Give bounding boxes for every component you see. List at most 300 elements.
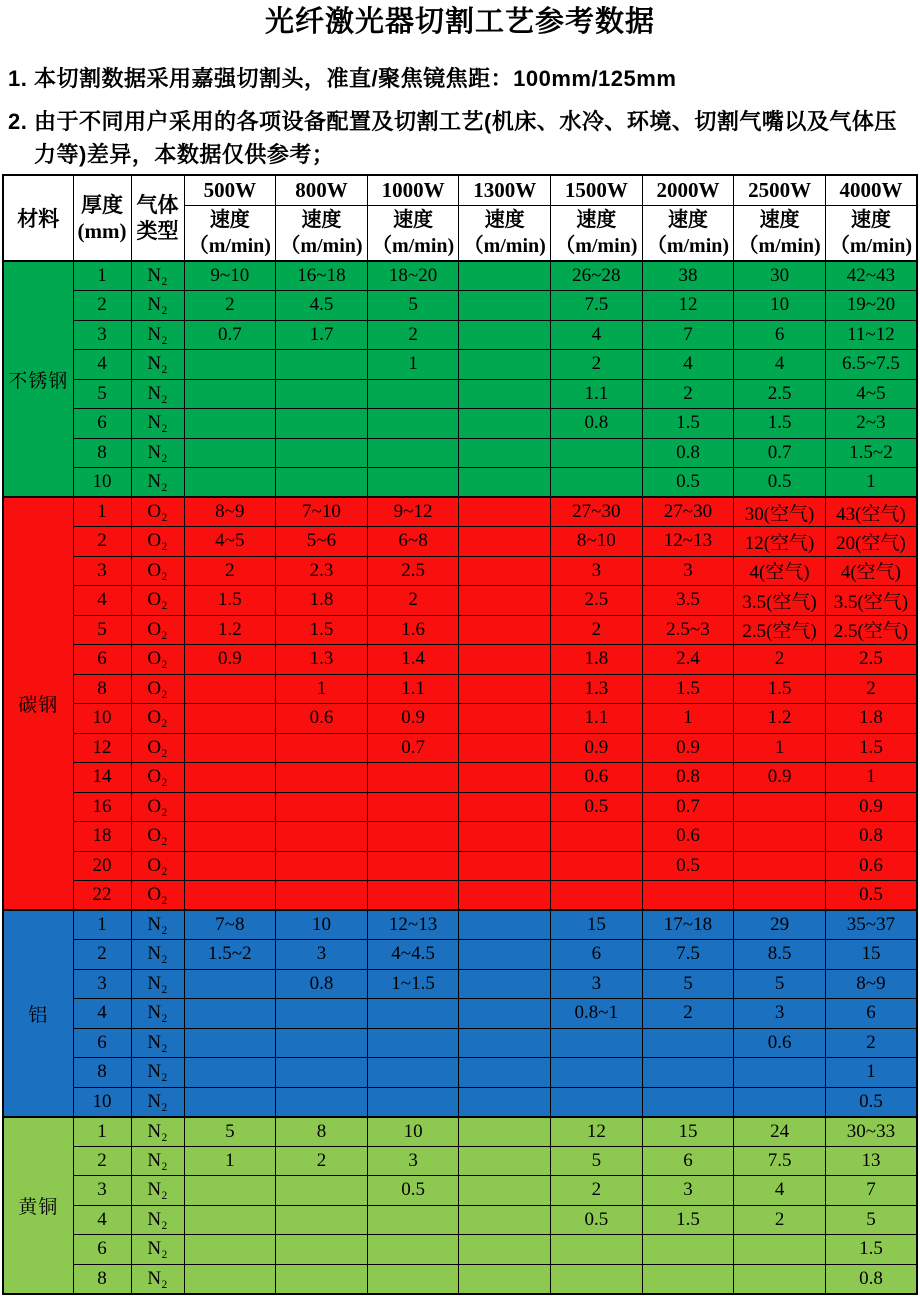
speed-cell: 0.8	[642, 763, 734, 793]
speed-cell: 0.7	[642, 792, 734, 822]
speed-cell: 2	[642, 999, 734, 1029]
speed-cell: 1.6	[367, 615, 459, 645]
speed-cell: 2	[551, 615, 643, 645]
table-row	[3, 409, 917, 439]
speed-cell	[184, 704, 276, 734]
speed-cell	[734, 792, 826, 822]
speed-cell	[367, 1058, 459, 1088]
gas-cell: N₂	[131, 1264, 184, 1294]
speed-cell: 3	[642, 556, 734, 586]
thickness-cell: 22	[73, 881, 131, 911]
speed-cell: 3	[367, 1146, 459, 1176]
table-row	[3, 999, 917, 1029]
thickness-cell: 10	[73, 1087, 131, 1117]
speed-cell: 8~10	[551, 527, 643, 557]
speed-cell	[367, 851, 459, 881]
speed-cell: 0.8	[551, 409, 643, 439]
speed-cell	[459, 261, 551, 291]
speed-cell	[459, 320, 551, 350]
thickness-cell: 14	[73, 763, 131, 793]
speed-cell: 42~43	[825, 261, 917, 291]
speed-cell	[276, 822, 368, 852]
speed-cell	[459, 468, 551, 498]
speed-cell: 1.5	[642, 1205, 734, 1235]
material-cell: 不锈钢	[3, 261, 73, 497]
speed-cell: 11~12	[825, 320, 917, 350]
speed-cell: 10	[276, 910, 368, 940]
speed-cell: 0.6	[734, 1028, 826, 1058]
table-row	[3, 556, 917, 586]
speed-cell: 0.5	[367, 1176, 459, 1206]
header-speed-2000w: 速度 （m/min)	[642, 205, 734, 261]
speed-cell	[734, 1235, 826, 1265]
speed-cell: 0.5	[825, 1087, 917, 1117]
speed-cell: 1.3	[276, 645, 368, 675]
table-row	[3, 586, 917, 616]
speed-cell	[459, 1146, 551, 1176]
note-1-text	[34, 62, 916, 95]
header-power-500w: 500W	[184, 175, 276, 205]
gas-cell: O₂	[131, 586, 184, 616]
thickness-cell: 4	[73, 586, 131, 616]
speed-cell: 7	[825, 1176, 917, 1206]
speed-cell	[642, 1235, 734, 1265]
header-thickness-line-1: 厚度	[81, 193, 123, 217]
thickness-cell: 2	[73, 291, 131, 321]
speed-cell: 5	[825, 1205, 917, 1235]
speed-cell: 30	[734, 261, 826, 291]
speed-cell: 0.8	[825, 822, 917, 852]
speed-cell	[184, 1058, 276, 1088]
speed-cell: 1.5	[825, 733, 917, 763]
header-speed-800w: 速度 （m/min)	[276, 205, 368, 261]
thickness-cell: 4	[73, 1205, 131, 1235]
speed-cell	[459, 763, 551, 793]
speed-cell	[459, 497, 551, 527]
thickness-cell: 4	[73, 350, 131, 380]
gas-cell: N₂	[131, 1146, 184, 1176]
speed-cell	[459, 527, 551, 557]
speed-cell: 5~6	[276, 527, 368, 557]
speed-cell	[367, 792, 459, 822]
speed-cell	[459, 1176, 551, 1206]
table-row	[3, 379, 917, 409]
speed-cell	[367, 1087, 459, 1117]
speed-cell	[276, 350, 368, 380]
thickness-cell: 10	[73, 704, 131, 734]
speed-cell: 3.5(空气)	[734, 586, 826, 616]
table-row	[3, 350, 917, 380]
speed-cell	[184, 438, 276, 468]
table-row	[3, 320, 917, 350]
speed-cell	[184, 881, 276, 911]
table-row	[3, 261, 917, 291]
table-row	[3, 910, 917, 940]
thickness-cell: 12	[73, 733, 131, 763]
speed-cell: 1.8	[825, 704, 917, 734]
speed-cell: 2~3	[825, 409, 917, 439]
speed-cell: 5	[551, 1146, 643, 1176]
speed-cell	[276, 1058, 368, 1088]
speed-cell	[184, 1264, 276, 1294]
table-row	[3, 645, 917, 675]
thickness-cell: 2	[73, 940, 131, 970]
gas-cell: O₂	[131, 645, 184, 675]
note-2-line-2: 力等)差异，本数据仅供参考；	[34, 142, 335, 167]
gas-cell: O₂	[131, 792, 184, 822]
speed-cell	[367, 999, 459, 1029]
speed-cell	[276, 881, 368, 911]
speed-cell	[367, 468, 459, 498]
speed-cell: 1.5~2	[184, 940, 276, 970]
speed-cell	[734, 881, 826, 911]
speed-cell: 0.8	[642, 438, 734, 468]
thickness-cell: 6	[73, 1028, 131, 1058]
gas-cell: N₂	[131, 1028, 184, 1058]
gas-cell: O₂	[131, 527, 184, 557]
speed-cell: 1.5~2	[825, 438, 917, 468]
speed-cell	[184, 409, 276, 439]
table-row	[3, 1235, 917, 1265]
table-row	[3, 468, 917, 498]
speed-cell: 4	[642, 350, 734, 380]
gas-cell: N₂	[131, 940, 184, 970]
table-row	[3, 1205, 917, 1235]
speed-cell	[184, 1087, 276, 1117]
gas-cell: O₂	[131, 822, 184, 852]
table-row	[3, 438, 917, 468]
speed-cell: 30~33	[825, 1117, 917, 1147]
speed-cell: 0.6	[276, 704, 368, 734]
thickness-cell: 3	[73, 1176, 131, 1206]
speed-cell	[459, 350, 551, 380]
speed-cell: 15	[551, 910, 643, 940]
speed-cell: 7~10	[276, 497, 368, 527]
speed-cell	[551, 1058, 643, 1088]
speed-cell	[184, 851, 276, 881]
speed-cell	[459, 792, 551, 822]
table-row	[3, 1028, 917, 1058]
speed-cell: 5	[367, 291, 459, 321]
thickness-cell: 1	[73, 261, 131, 291]
speed-cell: 4~5	[184, 527, 276, 557]
gas-cell: N₂	[131, 350, 184, 380]
speed-cell: 3.5(空气)	[825, 586, 917, 616]
speed-cell	[642, 1087, 734, 1117]
speed-cell: 3.5	[642, 586, 734, 616]
gas-cell: O₂	[131, 674, 184, 704]
table-row	[3, 1087, 917, 1117]
table-row	[3, 940, 917, 970]
thickness-cell: 3	[73, 969, 131, 999]
header-power-1000w: 1000W	[367, 175, 459, 205]
speed-cell: 0.9	[367, 704, 459, 734]
speed-cell	[642, 1058, 734, 1088]
thickness-cell: 18	[73, 822, 131, 852]
speed-cell	[459, 1205, 551, 1235]
speed-cell: 1.5	[734, 409, 826, 439]
speed-cell: 2	[367, 320, 459, 350]
speed-cell: 2.3	[276, 556, 368, 586]
gas-cell: N₂	[131, 320, 184, 350]
speed-cell: 0.5	[642, 851, 734, 881]
speed-cell: 0.7	[184, 320, 276, 350]
speed-cell: 0.9	[642, 733, 734, 763]
gas-cell: O₂	[131, 497, 184, 527]
speed-cell	[367, 438, 459, 468]
note-2-text	[34, 105, 916, 171]
cutting-data-table	[2, 174, 918, 1295]
speed-cell	[184, 1205, 276, 1235]
speed-cell: 1	[184, 1146, 276, 1176]
gas-cell: N₂	[131, 379, 184, 409]
speed-cell: 1.7	[276, 320, 368, 350]
speed-cell	[459, 379, 551, 409]
speed-cell: 2	[184, 291, 276, 321]
speed-cell: 43(空气)	[825, 497, 917, 527]
speed-cell: 2.4	[642, 645, 734, 675]
thickness-cell: 8	[73, 1058, 131, 1088]
material-cell: 黄铜	[3, 1117, 73, 1294]
speed-cell: 0.5	[551, 792, 643, 822]
speed-cell: 27~30	[551, 497, 643, 527]
speed-cell: 2	[825, 1028, 917, 1058]
speed-cell: 0.5	[551, 1205, 643, 1235]
speed-cell: 6	[825, 999, 917, 1029]
speed-cell: 2	[184, 556, 276, 586]
gas-cell: N₂	[131, 409, 184, 439]
speed-cell	[734, 1264, 826, 1294]
speed-cell: 0.8	[276, 969, 368, 999]
header-speed-1500w: 速度 （m/min)	[551, 205, 643, 261]
gas-cell: N₂	[131, 468, 184, 498]
material-cell: 碳钢	[3, 497, 73, 910]
speed-cell	[459, 704, 551, 734]
speed-cell	[459, 1058, 551, 1088]
thickness-cell: 6	[73, 409, 131, 439]
speed-cell	[184, 379, 276, 409]
speed-cell: 4(空气)	[734, 556, 826, 586]
header-speed-1300w: 速度 （m/min)	[459, 205, 551, 261]
header-material: 材料	[3, 175, 73, 261]
header-power-1500w: 1500W	[551, 175, 643, 205]
speed-cell: 4(空气)	[825, 556, 917, 586]
gas-cell: N₂	[131, 1117, 184, 1147]
thickness-cell: 5	[73, 379, 131, 409]
speed-cell	[459, 999, 551, 1029]
speed-cell: 0.5	[642, 468, 734, 498]
speed-cell: 18~20	[367, 261, 459, 291]
speed-cell	[367, 409, 459, 439]
speed-cell	[459, 674, 551, 704]
speed-cell	[276, 999, 368, 1029]
speed-cell: 2	[276, 1146, 368, 1176]
speed-cell: 7~8	[184, 910, 276, 940]
speed-cell: 4~5	[825, 379, 917, 409]
speed-cell	[459, 556, 551, 586]
speed-cell	[367, 881, 459, 911]
speed-cell: 10	[734, 291, 826, 321]
speed-cell	[459, 409, 551, 439]
speed-cell	[184, 969, 276, 999]
speed-cell	[459, 586, 551, 616]
table-row	[3, 1264, 917, 1294]
speed-cell	[276, 792, 368, 822]
table-row	[3, 674, 917, 704]
speed-cell: 1.3	[551, 674, 643, 704]
table-row	[3, 1176, 917, 1206]
speed-cell	[276, 438, 368, 468]
speed-cell: 6	[551, 940, 643, 970]
speed-cell	[551, 1028, 643, 1058]
table-row	[3, 1117, 917, 1147]
speed-cell	[276, 1176, 368, 1206]
speed-cell	[459, 940, 551, 970]
table-row	[3, 763, 917, 793]
speed-cell: 15	[825, 940, 917, 970]
speed-cell	[459, 733, 551, 763]
speed-cell: 2.5	[367, 556, 459, 586]
speed-cell: 0.5	[734, 468, 826, 498]
speed-cell	[184, 468, 276, 498]
header-speed-2500w: 速度 （m/min)	[734, 205, 826, 261]
speed-cell	[459, 969, 551, 999]
speed-cell	[459, 615, 551, 645]
speed-cell: 8.5	[734, 940, 826, 970]
speed-cell: 1	[734, 733, 826, 763]
speed-cell: 0.9	[734, 763, 826, 793]
speed-cell	[459, 910, 551, 940]
speed-cell: 1~1.5	[367, 969, 459, 999]
table-row	[3, 704, 917, 734]
speed-cell: 30(空气)	[734, 497, 826, 527]
speed-cell: 3	[551, 556, 643, 586]
speed-cell: 7	[642, 320, 734, 350]
speed-cell	[276, 1205, 368, 1235]
thickness-cell: 10	[73, 468, 131, 498]
speed-cell	[367, 763, 459, 793]
speed-cell	[459, 1235, 551, 1265]
header-speed-500w: 速度 （m/min)	[184, 205, 276, 261]
speed-cell	[367, 822, 459, 852]
speed-cell: 7.5	[642, 940, 734, 970]
speed-cell: 2	[551, 350, 643, 380]
table-row	[3, 733, 917, 763]
speed-cell	[642, 1264, 734, 1294]
speed-cell	[459, 438, 551, 468]
speed-cell	[276, 468, 368, 498]
header-thickness-line-2: (mm)	[77, 219, 127, 243]
speed-cell: 2.5~3	[642, 615, 734, 645]
speed-cell: 1.8	[551, 645, 643, 675]
speed-cell: 27~30	[642, 497, 734, 527]
table-row	[3, 969, 917, 999]
header-power-4000w: 4000W	[825, 175, 917, 205]
speed-cell	[734, 1058, 826, 1088]
table-row	[3, 497, 917, 527]
speed-cell: 4	[734, 1176, 826, 1206]
speed-cell: 1	[825, 468, 917, 498]
speed-cell	[184, 350, 276, 380]
header-gas-type	[131, 175, 184, 261]
speed-cell: 1.8	[276, 586, 368, 616]
speed-cell: 2.5	[551, 586, 643, 616]
speed-cell: 1.5	[734, 674, 826, 704]
speed-cell	[184, 822, 276, 852]
note-2	[8, 105, 916, 171]
speed-cell	[551, 1087, 643, 1117]
speed-cell: 0.6	[825, 851, 917, 881]
speed-cell	[367, 1235, 459, 1265]
speed-cell	[184, 999, 276, 1029]
speed-cell: 7.5	[551, 291, 643, 321]
material-cell: 铝	[3, 910, 73, 1117]
speed-cell: 2	[642, 379, 734, 409]
header-gas-line-2: 类型	[136, 219, 179, 243]
speed-cell: 0.9	[184, 645, 276, 675]
speed-cell	[276, 763, 368, 793]
speed-cell	[551, 881, 643, 911]
speed-cell: 10	[367, 1117, 459, 1147]
speed-cell: 9~12	[367, 497, 459, 527]
thickness-cell: 6	[73, 645, 131, 675]
speed-cell	[276, 409, 368, 439]
speed-cell: 12(空气)	[734, 527, 826, 557]
speed-cell: 0.7	[734, 438, 826, 468]
speed-cell: 0.9	[551, 733, 643, 763]
speed-cell: 12~13	[642, 527, 734, 557]
speed-cell	[551, 1235, 643, 1265]
speed-cell	[642, 1028, 734, 1058]
gas-cell: N₂	[131, 1058, 184, 1088]
speed-cell	[184, 1176, 276, 1206]
speed-cell: 0.7	[367, 733, 459, 763]
speed-cell: 2.5(空气)	[734, 615, 826, 645]
speed-cell: 24	[734, 1117, 826, 1147]
thickness-cell: 1	[73, 497, 131, 527]
thickness-cell: 3	[73, 320, 131, 350]
speed-cell	[276, 733, 368, 763]
speed-cell	[276, 1264, 368, 1294]
thickness-cell: 6	[73, 1235, 131, 1265]
speed-cell	[551, 851, 643, 881]
speed-cell: 1	[825, 763, 917, 793]
speed-cell: 6	[642, 1146, 734, 1176]
gas-cell: N₂	[131, 1176, 184, 1206]
thickness-cell: 20	[73, 851, 131, 881]
speed-cell	[184, 733, 276, 763]
table-header	[3, 175, 917, 261]
speed-cell	[459, 851, 551, 881]
table-row	[3, 1146, 917, 1176]
gas-cell: N₂	[131, 261, 184, 291]
gas-cell: O₂	[131, 851, 184, 881]
thickness-cell: 1	[73, 1117, 131, 1147]
gas-cell: N₂	[131, 969, 184, 999]
table-row	[3, 851, 917, 881]
speed-cell: 6~8	[367, 527, 459, 557]
gas-cell: O₂	[131, 704, 184, 734]
gas-cell: N₂	[131, 910, 184, 940]
speed-cell: 3	[551, 969, 643, 999]
gas-cell: O₂	[131, 763, 184, 793]
speed-cell: 0.8	[825, 1264, 917, 1294]
speed-cell: 0.5	[825, 881, 917, 911]
speed-cell	[642, 881, 734, 911]
speed-cell: 1.5	[276, 615, 368, 645]
table-row	[3, 291, 917, 321]
gas-cell: N₂	[131, 1205, 184, 1235]
